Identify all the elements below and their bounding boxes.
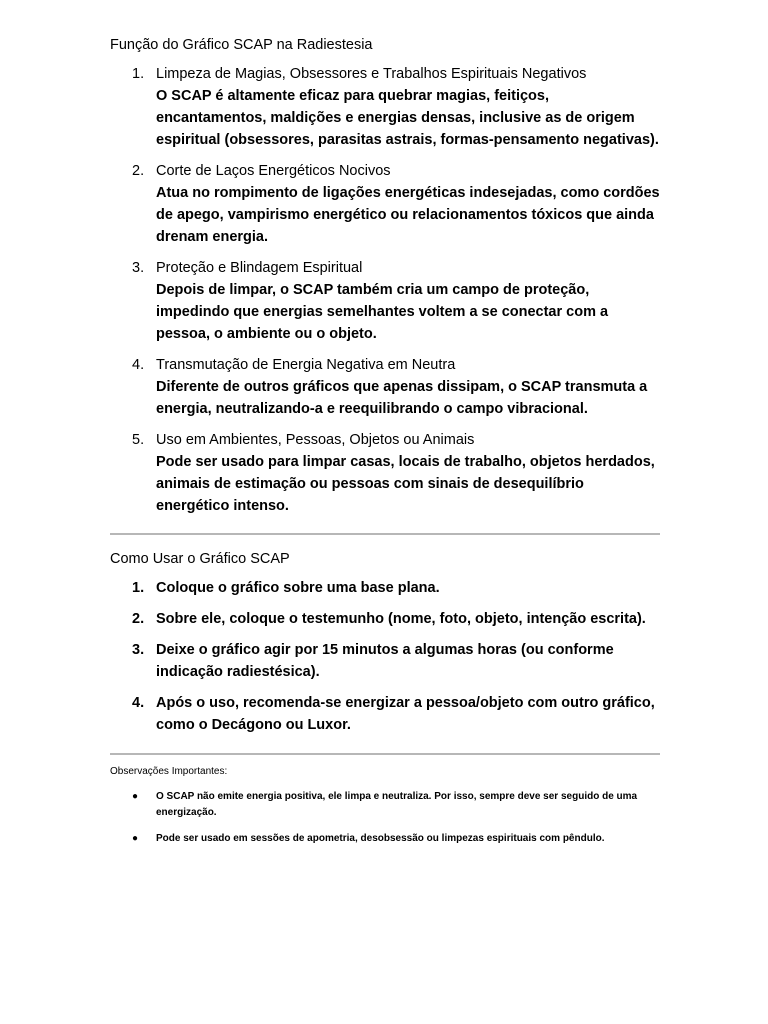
list-item [110, 639, 660, 683]
item-description: O SCAP é altamente eficaz para quebrar magias, feitiços, encantamentos, maldições e energias densas, inclusive as de origem espiritual (obsessores, parasitas astrais, formas-pensamento negativas). [156, 88, 659, 148]
item-title: Uso em Ambientes, Pessoas, Objetos ou Animais [156, 432, 475, 448]
item-text: Coloque o gráfico sobre uma base plana. [156, 580, 440, 596]
list-item [110, 160, 660, 248]
section-title-function: Função do Gráfico SCAP na Radiestesia [110, 37, 373, 53]
item-number: 1. [132, 66, 145, 82]
item-description: Atua no rompimento de ligações energéticas indesejadas, como cordões de apego, vampirismo energético ou relacionamentos tóxicos que ainda drenam energia. [156, 185, 660, 245]
item-number: 3. [132, 260, 145, 276]
item-text: Após o uso, recomenda-se energizar a pessoa/objeto com outro gráfico, como o Decágono ou Luxor. [156, 695, 655, 733]
how-to-use-list [110, 577, 660, 736]
item-text: Sobre ele, coloque o testemunho (nome, foto, objeto, intenção escrita). [156, 611, 646, 627]
list-item [110, 831, 660, 847]
item-description: Depois de limpar, o SCAP também cria um campo de proteção, impedindo que energias semelhantes voltem a se conectar com a pessoa, o ambiente ou o objeto. [156, 282, 609, 342]
item-number: 2. [132, 611, 145, 627]
item-number: 3. [132, 642, 145, 658]
item-number: 2. [132, 163, 145, 179]
bullet-icon: ● [132, 833, 139, 844]
function-list [110, 63, 660, 517]
section-title-how-to-use: Como Usar o Gráfico SCAP [110, 551, 290, 567]
item-title: Proteção e Blindagem Espiritual [156, 260, 363, 276]
item-number: 4. [132, 357, 145, 373]
list-item [110, 608, 660, 630]
list-item [110, 577, 660, 599]
item-title: Corte de Laços Energéticos Nocivos [156, 163, 391, 179]
item-description: Pode ser usado para limpar casas, locais de trabalho, objetos herdados, animais de estimação ou pessoas com sinais de desequilíbrio energético intenso. [156, 454, 655, 514]
horizontal-divider [110, 753, 660, 755]
note-text: O SCAP não emite energia positiva, ele limpa e neutraliza. Por isso, sempre deve ser seguido de uma energização. [156, 791, 638, 818]
item-number: 1. [132, 580, 145, 596]
list-item [110, 63, 660, 151]
note-text: Pode ser usado em sessões de apometria, desobsessão ou limpezas espirituais com pêndulo. [156, 833, 605, 844]
item-number: 5. [132, 432, 145, 448]
document-content [110, 35, 660, 857]
notes-list [110, 789, 660, 847]
horizontal-divider [110, 533, 660, 535]
list-item [110, 429, 660, 517]
list-item [110, 354, 660, 420]
item-title: Transmutação de Energia Negativa em Neutra [156, 357, 456, 373]
item-number: 4. [132, 695, 145, 711]
list-item [110, 692, 660, 736]
bullet-icon: ● [132, 791, 139, 802]
item-title: Limpeza de Magias, Obsessores e Trabalhos Espirituais Negativos [156, 66, 587, 82]
item-description: Diferente de outros gráficos que apenas dissipam, o SCAP transmuta a energia, neutralizando-a e reequilibrando o campo vibracional. [156, 379, 648, 417]
item-text: Deixe o gráfico agir por 15 minutos a algumas horas (ou conforme indicação radiestésica). [156, 642, 614, 680]
list-item [110, 257, 660, 345]
notes-title: Observações Importantes: [110, 766, 228, 777]
list-item [110, 789, 660, 821]
